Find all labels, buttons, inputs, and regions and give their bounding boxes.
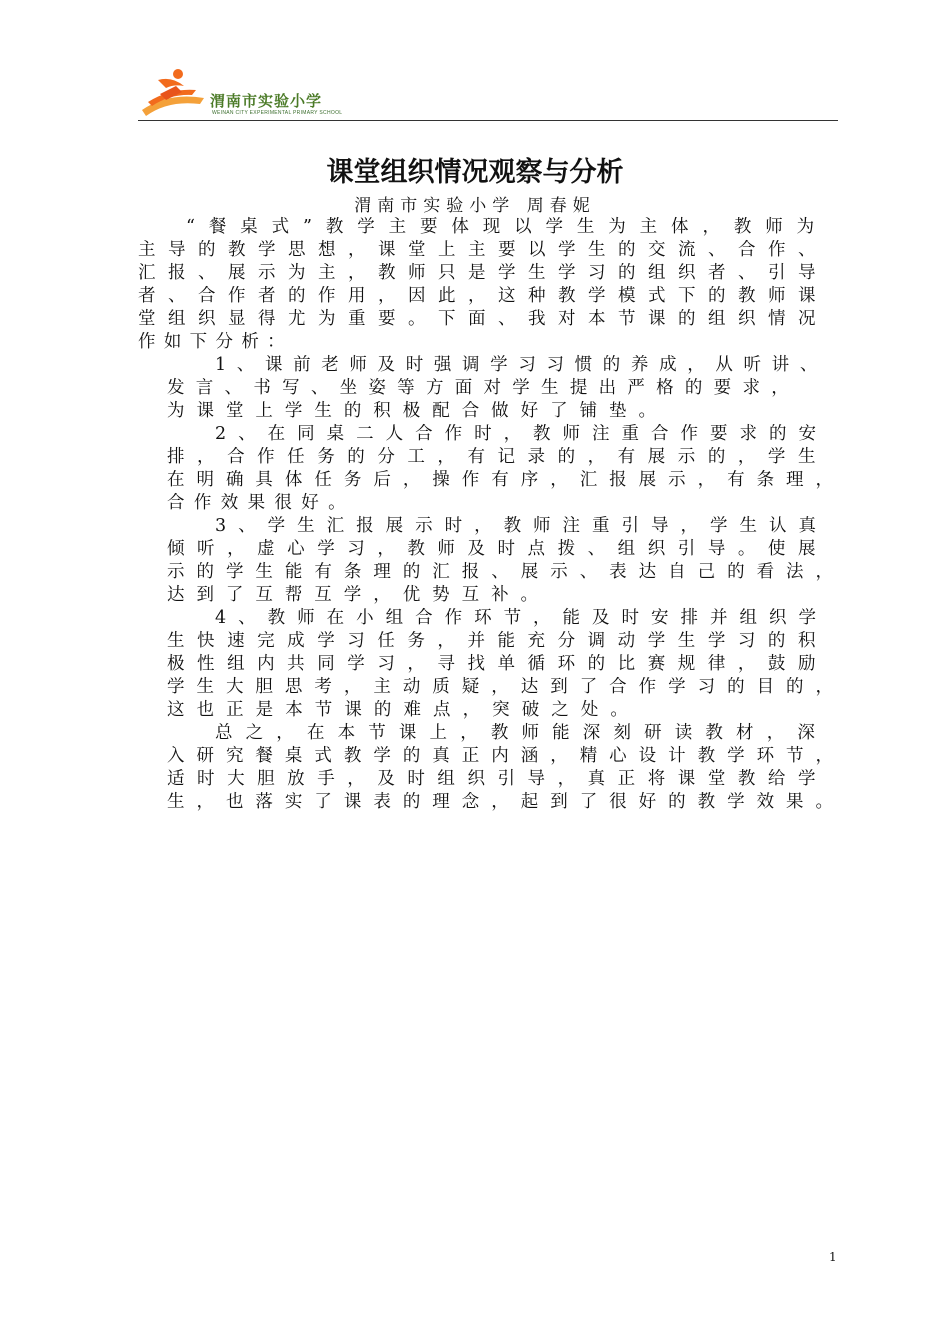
page-number: 1: [829, 1250, 837, 1264]
body-line: 为课堂上学生的积极配合做好了铺垫。: [167, 401, 668, 421]
document-title: 课堂组织情况观察与分析: [326, 157, 624, 188]
body-line: 入研究餐桌式教学的真正内涵，精心设计教学环节，: [167, 746, 845, 766]
body-line: 4、教师在小组合作环节，能及时安排并组织学: [215, 608, 828, 628]
body-line: “餐桌式”教学主要体现以学生为主体，教师为: [186, 217, 828, 237]
author-line: 渭南市实验小学 周春妮: [354, 196, 596, 216]
body-line: 发言、书写、坐姿等方面对学生提出严格的要求，: [167, 378, 800, 398]
body-line: 生，也落实了课表的理念，起到了很好的教学效果。: [167, 792, 845, 812]
body-line: 排，合作任务的分工，有记录的，有展示的，学生: [167, 447, 828, 467]
body-line: 倾听，虚心学习，教师及时点拨、组织引导。使展: [167, 539, 828, 559]
body-line: 汇报、展示为主，教师只是学生学习的组织者、引导: [138, 263, 828, 283]
school-logo-icon: [138, 66, 208, 118]
body-line: 示的学生能有条理的汇报、展示、表达自己的看法，: [167, 562, 845, 582]
header-rule: [138, 120, 838, 121]
body-line: 总之，在本节课上，教师能深刻研读教材，深: [215, 723, 828, 743]
page-header: [138, 62, 838, 122]
body-line: 1、课前老师及时强调学习习惯的养成，从听讲、: [215, 355, 828, 375]
body-line: 这也正是本节课的难点，突破之处。: [167, 700, 640, 720]
body-line: 3、学生汇报展示时，教师注重引导，学生认真: [215, 516, 828, 536]
body-line: 极性组内共同学习，寻找单循环的比赛规律，鼓励: [167, 654, 828, 674]
body-line: 堂组织显得尤为重要。下面、我对本节课的组织情况: [138, 309, 828, 329]
school-name-english: WEINAN CITY EXPERIMENTAL PRIMARY SCHOOL: [212, 110, 343, 116]
body-line: 作如下分析：: [138, 332, 293, 352]
body-line: 生快速完成学习任务，并能充分调动学生学习的积: [167, 631, 828, 651]
body-line: 合作效果很好。: [167, 493, 355, 513]
body-line: 在明确具体任务后，操作有序，汇报展示，有条理，: [167, 470, 845, 490]
school-name-logo-text: 渭南市实验小学: [210, 92, 323, 110]
body-line: 适时大胆放手，及时组织引导，真正将课堂教给学: [167, 769, 828, 789]
body-line: 主导的教学思想，课堂上主要以学生的交流、合作、: [138, 240, 828, 260]
body-line: 2、在同桌二人合作时，教师注重合作要求的安: [215, 424, 828, 444]
body-line: 者、合作者的作用，因此，这种教学模式下的教师课: [138, 286, 828, 306]
body-line: 学生大胆思考，主动质疑，达到了合作学习的目的，: [167, 677, 845, 697]
body-line: 达到了互帮互学，优势互补。: [167, 585, 550, 605]
